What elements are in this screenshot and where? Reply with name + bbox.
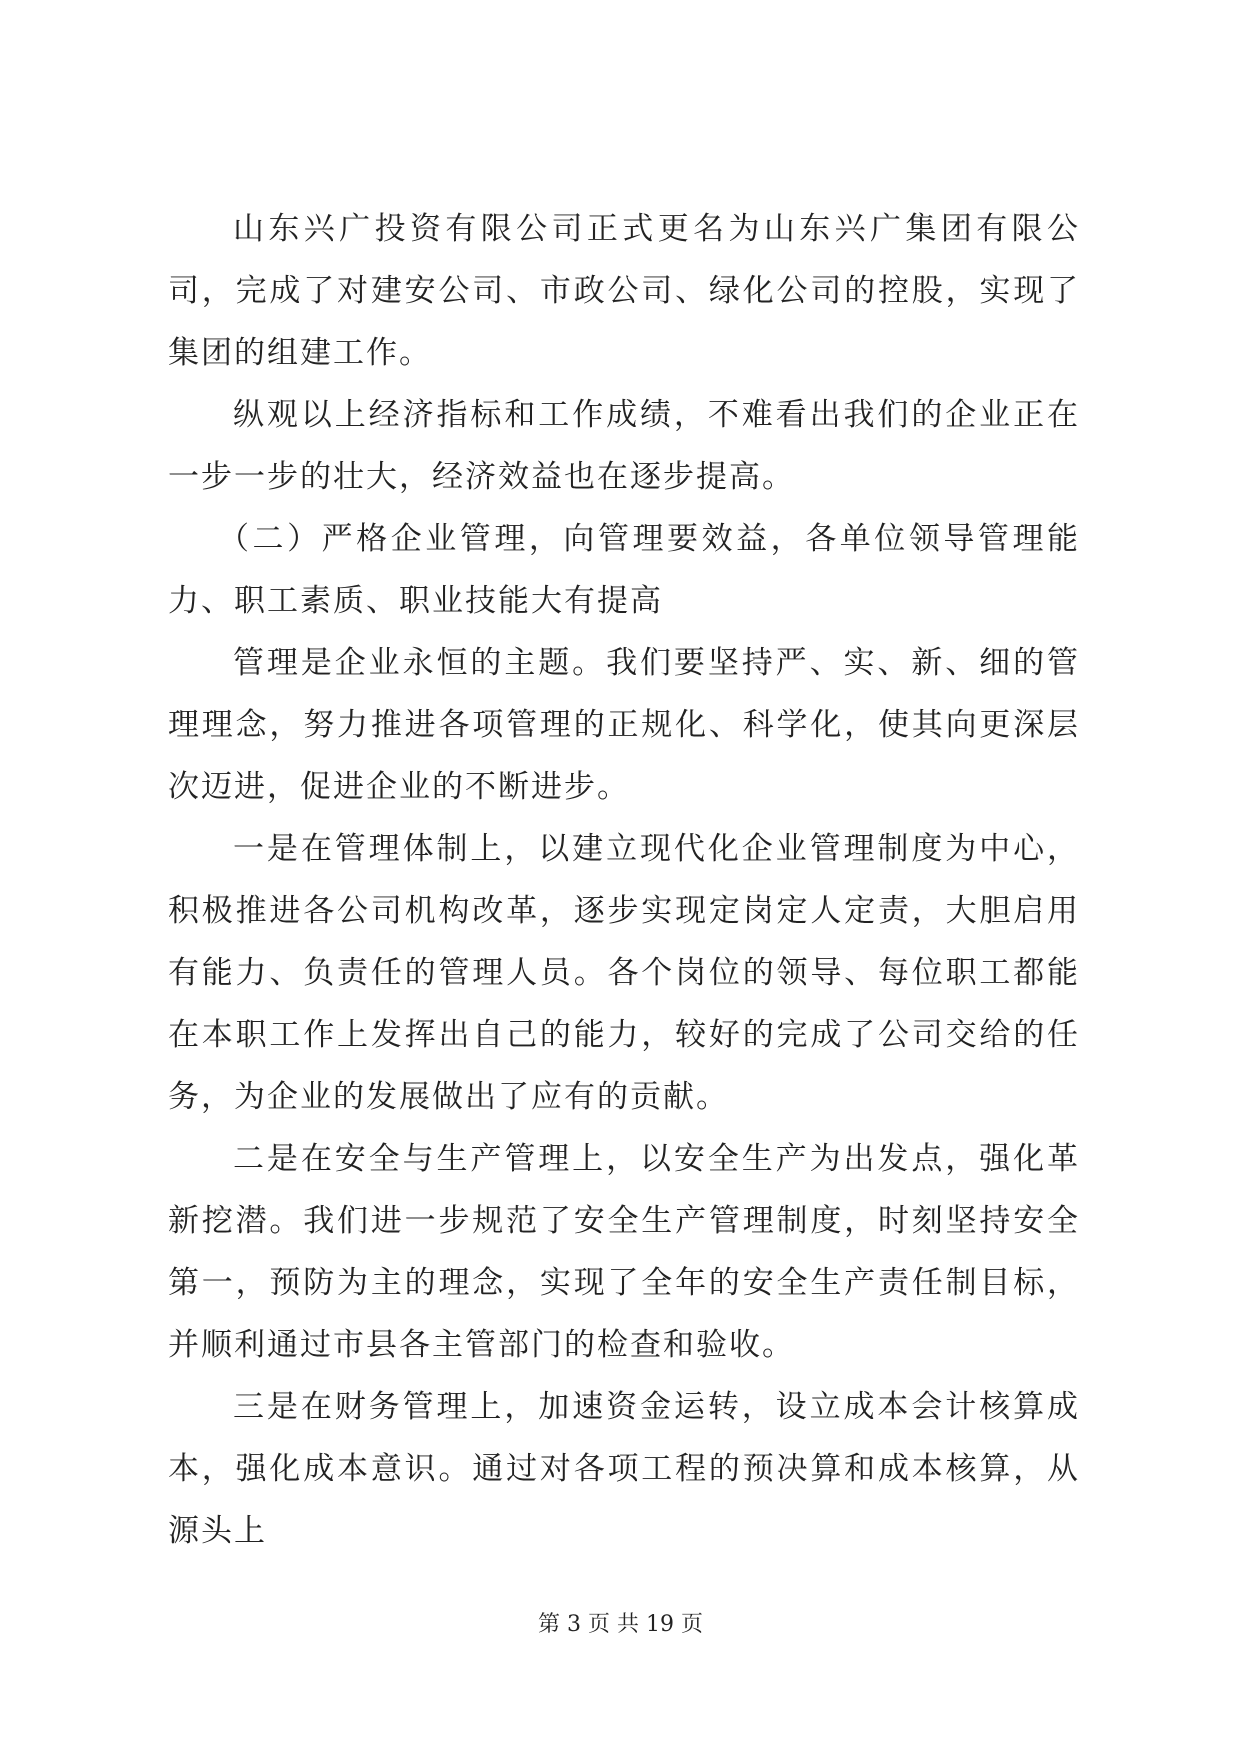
section-heading-management: （二）严格企业管理，向管理要效益，各单位领导管理能力、职工素质、职业技能大有提高 — [168, 521, 1080, 619]
paragraph-management-theme: 管理是企业永恒的主题。我们要坚持严、实、新、细的管理理念，努力推进各项管理的正规化、科学化，使其向更深层次迈进，促进企业的不断进步。 — [168, 645, 1080, 805]
document-body — [168, 198, 1080, 1562]
paragraph-group-restructure: 山东兴广投资有限公司正式更名为山东兴广集团有限公司，完成了对建安公司、市政公司、绿化公司的控股，实现了集团的组建工作。 — [168, 211, 1080, 371]
paragraph-safety-production: 二是在安全与生产管理上，以安全生产为出发点，强化革新挖潜。我们进一步规范了安全生产管理制度，时刻坚持安全第一，预防为主的理念，实现了全年的安全生产责任制目标，并顺利通过市县各主管部门的检查和验收。 — [168, 1141, 1080, 1363]
page-number-footer: 第 3 页 共 19 页 — [538, 1612, 703, 1637]
paragraph-management-system: 一是在管理体制上，以建立现代化企业管理制度为中心，积极推进各公司机构改革，逐步实现定岗定人定责，大胆启用有能力、负责任的管理人员。各个岗位的领导、每位职工都能在本职工作上发挥出自己的能力，较好的完成了公司交给的任务，为企业的发展做出了应有的贡献。 — [168, 831, 1080, 1115]
paragraph-economic-overview: 纵观以上经济指标和工作成绩，不难看出我们的企业正在一步一步的壮大，经济效益也在逐步提高。 — [168, 397, 1080, 495]
paragraph-financial-management: 三是在财务管理上，加速资金运转，设立成本会计核算成本，强化成本意识。通过对各项工程的预决算和成本核算，从源头上 — [168, 1389, 1080, 1549]
